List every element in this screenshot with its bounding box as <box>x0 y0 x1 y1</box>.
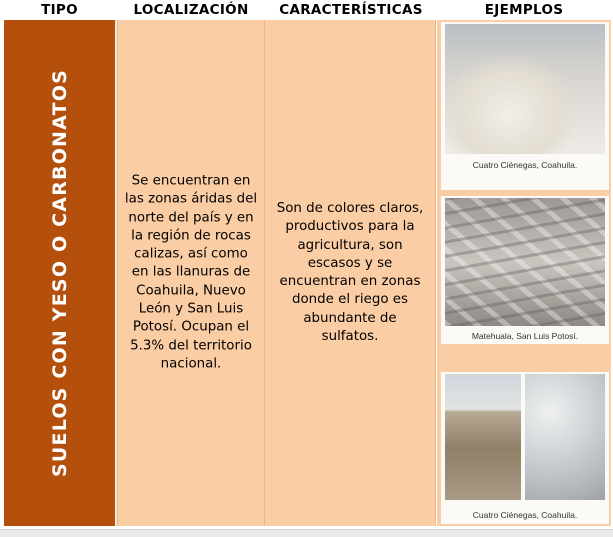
header-localizacion: LOCALIZACIÓN <box>133 2 249 18</box>
example-photo-1 <box>441 22 609 190</box>
localizacion-text: Se encuentran en las zonas áridas del norte del país y en la región de rocas calizas, así como en las llanuras de Coahuila, Nuevo León y San Luis Potosí. Ocupan el 5.3% del territorio nacional. <box>124 173 258 372</box>
localizacion-cell <box>117 20 265 526</box>
gypsum-rock-image <box>445 24 605 154</box>
example-caption: Matehuala, San Luis Potosí. <box>471 331 579 341</box>
header-caracteristicas: CARACTERÍSTICAS <box>279 2 423 18</box>
example-photo-3 <box>441 372 609 524</box>
ejemplos-cell <box>437 20 611 526</box>
tipo-cell <box>4 20 117 526</box>
cracked-soil-image <box>445 198 605 326</box>
caracteristicas-cell <box>265 20 436 526</box>
example-caption: Cuatro Ciénegas, Coahuila. <box>472 160 578 170</box>
tipo-label: SUELOS CON YESO O CARBONATOS <box>48 69 71 477</box>
example-photo-2 <box>441 196 609 344</box>
caracteristicas-text: Son de colores claros, productivos para la agricultura, son escasos y se encuentran en zonas donde el riego es abundante de sulfatos. <box>276 200 424 344</box>
header-ejemplos: EJEMPLOS <box>484 2 564 18</box>
example-caption: Cuatro Ciénegas, Coahuila. <box>472 510 578 520</box>
soil-closeup-image <box>525 374 605 500</box>
table-header <box>0 0 613 20</box>
header-tipo: TIPO <box>41 2 78 18</box>
desert-landscape-image <box>445 374 521 500</box>
soil-table <box>0 20 611 527</box>
